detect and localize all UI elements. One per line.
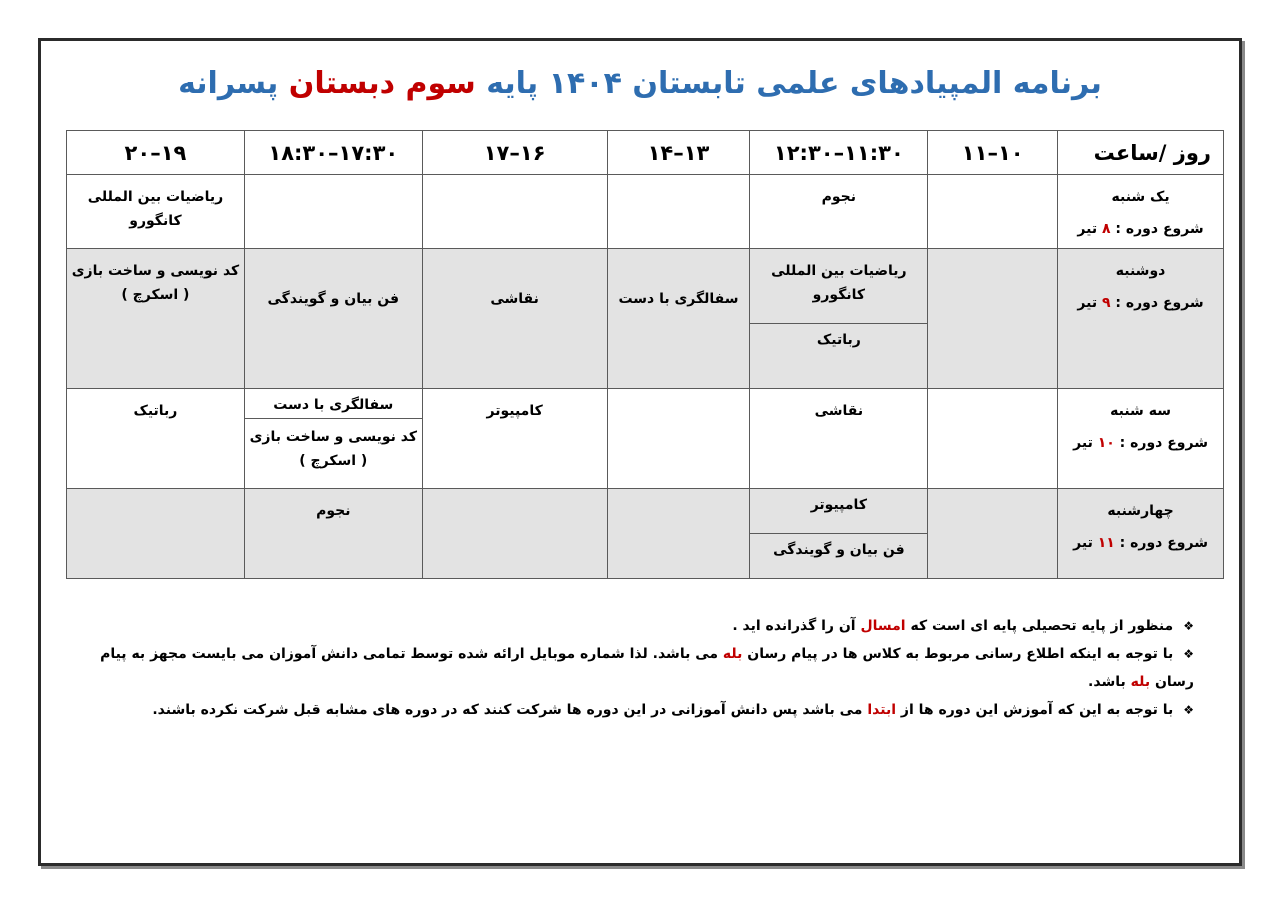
- notes-list: [90, 612, 1194, 724]
- day-cell: [1058, 249, 1224, 389]
- table-cell: رباتیک: [67, 389, 245, 489]
- diamond-bullet-icon: ❖: [1183, 619, 1194, 633]
- diamond-bullet-icon: ❖: [1183, 703, 1194, 717]
- start-date: شروع دوره : ۹ تیر: [1077, 295, 1204, 311]
- header-day-time: روز /ساعت: [1058, 131, 1224, 175]
- table-cell: [928, 389, 1058, 489]
- table-cell: [422, 175, 607, 249]
- table-cell: کامپیوتر: [422, 389, 607, 489]
- header-13-14: ۱۳–۱۴: [607, 131, 750, 175]
- header-16-17: ۱۶–۱۷: [422, 131, 607, 175]
- table-cell: [422, 489, 607, 579]
- day-cell: [1058, 175, 1224, 249]
- table-cell: [67, 489, 245, 579]
- table-cell: نجوم: [244, 489, 422, 579]
- note-item: ❖منظور از پایه تحصیلی پایه ای است که امسال آن را گذرانده اید .: [732, 618, 1194, 634]
- day-cell: [1058, 489, 1224, 579]
- header-19-20: ۱۹–۲۰: [67, 131, 245, 175]
- page-title: [0, 66, 1280, 101]
- day-name: سه شنبه: [1110, 403, 1171, 419]
- header-row: [67, 131, 1224, 175]
- table-cell: [244, 175, 422, 249]
- table-cell: کامپیوتر فن بیان و گویندگی: [750, 489, 928, 579]
- table-cell: نقاشی: [422, 249, 607, 389]
- table-cell: [607, 389, 750, 489]
- table-cell: ریاضیات بین المللی کانگورو: [67, 175, 245, 249]
- table-row: [67, 389, 1224, 489]
- table-row: [67, 175, 1224, 249]
- day-cell: [1058, 389, 1224, 489]
- header-10-11: ۱۰–۱۱: [928, 131, 1058, 175]
- table-cell: سفالگری با دست: [607, 249, 750, 389]
- schedule-table: [66, 130, 1224, 579]
- start-date: شروع دوره : ۱۱ تیر: [1073, 535, 1208, 551]
- table-cell: [607, 175, 750, 249]
- table-cell: سفالگری با دست کد نویسی و ساخت بازی ( اسکرچ ): [244, 389, 422, 489]
- table-cell: نجوم: [750, 175, 928, 249]
- day-name: دوشنبه: [1115, 263, 1166, 279]
- title-grade: سوم دبستان: [288, 66, 476, 101]
- title-part3: پسرانه: [178, 66, 289, 101]
- table-cell: ریاضیات بین المللی کانگورو رباتیک: [750, 249, 928, 389]
- note-item: ❖با توجه به این که آموزش این دوره ها از ابتدا می باشد پس دانش آموزانی در این دوره ها شرکت کنند که در دوره های مشابه قبل شرکت نکرده باشند.: [152, 702, 1194, 718]
- day-name: چهارشنبه: [1107, 503, 1174, 519]
- table-cell: کد نویسی و ساخت بازی ( اسکرچ ): [67, 249, 245, 389]
- title-part1: برنامه المپیادهای علمی تابستان ۱۴۰۴ پایه: [475, 66, 1102, 101]
- table-cell: [928, 489, 1058, 579]
- table-cell: [928, 249, 1058, 389]
- header-1130-1230: ۱۱:۳۰–۱۲:۳۰: [750, 131, 928, 175]
- start-date: شروع دوره : ۸ تیر: [1077, 221, 1204, 237]
- table-cell: [607, 489, 750, 579]
- table-row: [67, 489, 1224, 579]
- table-cell: فن بیان و گویندگی: [244, 249, 422, 389]
- diamond-bullet-icon: ❖: [1183, 647, 1194, 661]
- table-cell: [928, 175, 1058, 249]
- table-row: [67, 249, 1224, 389]
- header-1730-1830: ۱۷:۳۰–۱۸:۳۰: [244, 131, 422, 175]
- table-cell: نقاشی: [750, 389, 928, 489]
- day-name: یک شنبه: [1111, 189, 1170, 205]
- start-date: شروع دوره : ۱۰ تیر: [1073, 435, 1208, 451]
- note-item: ❖با توجه به اینکه اطلاع رسانی مربوط به کلاس ها در پیام رسان بله می باشد. لذا شماره موبایل ارائه شده توسط تمامی دانش آموزان می بایست مجهز به پیام رسان بله باشد.: [100, 646, 1194, 690]
